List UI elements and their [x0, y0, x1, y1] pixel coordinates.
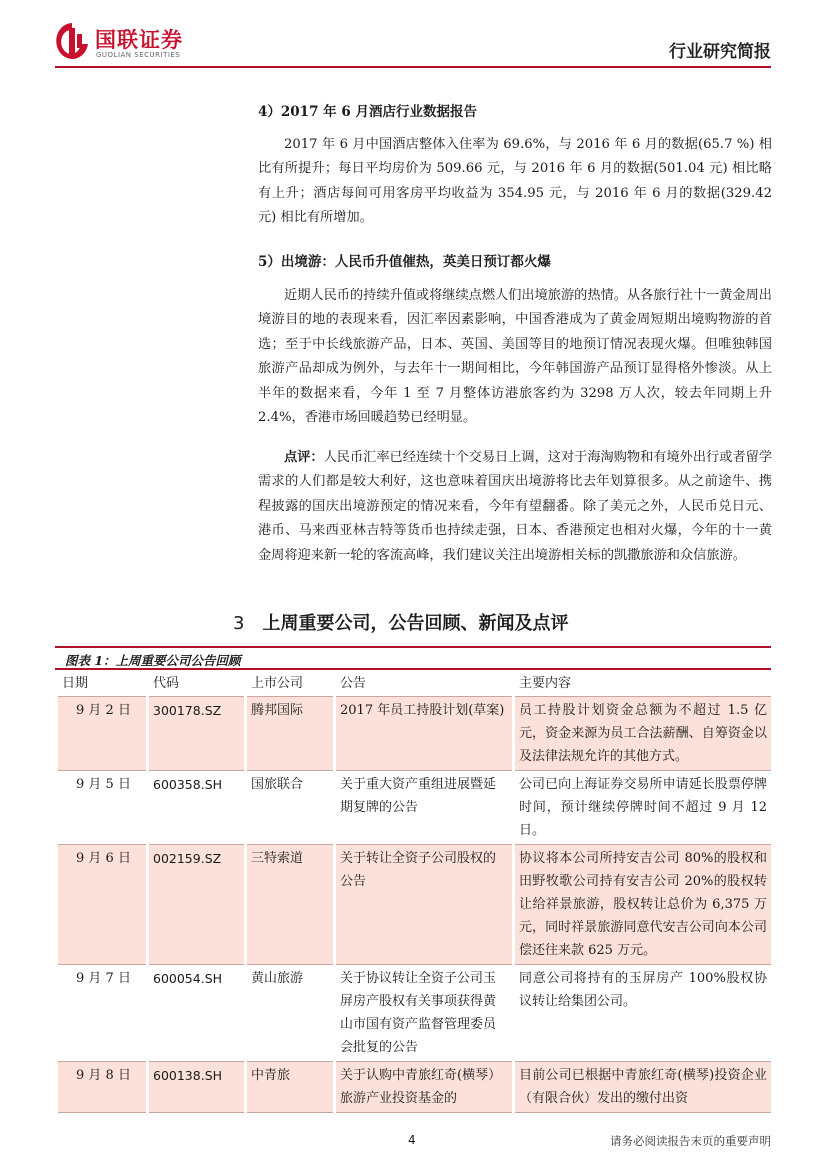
cell-date: 9 月 6 日	[58, 845, 146, 965]
table-row	[58, 965, 771, 1062]
hotel-data-paragraph	[258, 133, 772, 231]
cell-company: 国旅联合	[247, 771, 333, 845]
cell-notice: 关于认购中青旅红奇(横琴）旅游产业投资基金的	[336, 1062, 512, 1113]
table-row	[58, 771, 771, 845]
cell-notice: 关于转让全资子公司股权的公告	[336, 845, 512, 965]
cell-code: 002159.SZ	[149, 845, 244, 965]
table-row	[58, 845, 771, 965]
column-header-company: 上市公司	[247, 671, 333, 697]
hotel-data-heading: 4）2017 年 6 月酒店行业数据报告	[258, 104, 477, 120]
column-header-content: 主要内容	[515, 671, 771, 697]
section-number: 3	[233, 613, 245, 634]
cell-code: 300178.SZ	[149, 697, 244, 771]
column-header-date: 日期	[58, 671, 146, 697]
cell-content: 员工持股计划资金总额为不超过 1.5 亿元，资金来源为员工合法薪酬、自筹资金以及法律法规允许的其他方式。	[515, 697, 771, 771]
outbound-travel-heading: 5）出境游：人民币升值催热，英美日预订都火爆	[258, 254, 551, 270]
header-divider	[55, 66, 771, 68]
cell-code: 600358.SH	[149, 771, 244, 845]
cell-content: 同意公司将持有的玉屏房产 100%股权协议转让给集团公司。	[515, 965, 771, 1062]
cell-notice: 2017 年员工持股计划(草案)	[336, 697, 512, 771]
cell-content: 协议将本公司所持安吉公司 80%的股权和田野牧歌公司持有安吉公司 20%的股权转让给祥景旅游，股权转让总价为 6,375 万元，同时祥景旅游同意代安吉公司向本公司偿还往来款 625 万元。	[515, 845, 771, 965]
cell-date: 9 月 2 日	[58, 697, 146, 771]
cell-date: 9 月 7 日	[58, 965, 146, 1062]
comment-text: 人民币汇率已经连续十个交易日上调，这对于海淘购物和有境外出行或者留学需求的人们都是较大利好，这也意味着国庆出境游将比去年划算很多。从之前途牛、携程披露的国庆出境游预定的情况来看，今年有望翻番。除了美元之外，人民币兑日元、港币、马来西亚林吉特等货币也持续走强，日本、香港预定也相对火爆，今年的十一黄金周将迎来新一轮的客流高峰，我们建议关注出境游相关标的凯撒旅游和众信旅游。	[258, 450, 773, 563]
figure-title-bar	[55, 646, 771, 670]
comment-paragraph	[258, 446, 772, 568]
column-header-code: 代码	[149, 671, 244, 697]
page-header	[55, 20, 771, 64]
cell-date: 9 月 5 日	[58, 771, 146, 845]
cell-content: 公司已向上海证券交易所申请延长股票停牌时间，预计继续停牌时间不超过 9 月 12 日。	[515, 771, 771, 845]
announcements-table	[55, 671, 774, 1113]
page-number: 4	[408, 1133, 416, 1147]
section-title	[233, 609, 568, 635]
column-header-notice: 公告	[336, 671, 512, 697]
guolian-logo-icon	[55, 20, 89, 62]
cell-notice: 关于协议转让全资子公司玉屏房产股权有关事项获得黄山市国有资产监督管理委员会批复的公告	[336, 965, 512, 1062]
footer-disclaimer: 请务必阅读报告末页的重要声明	[610, 1134, 771, 1148]
table-row	[58, 1062, 771, 1113]
cell-company: 腾邦国际	[247, 697, 333, 771]
cell-company: 中青旅	[247, 1062, 333, 1113]
cell-content: 目前公司已根据中青旅红奇(横琴)投资企业（有限合伙）发出的缴付出资	[515, 1062, 771, 1113]
outbound-travel-paragraph	[258, 284, 772, 430]
figure-title: 图表 1：上周重要公司公告回顾	[65, 653, 241, 668]
report-type: 行业研究简报	[669, 42, 771, 62]
brand-name-en: GUOLIAN SECURITIES	[96, 51, 181, 59]
cell-code: 600054.SH	[149, 965, 244, 1062]
cell-company: 三特索道	[247, 845, 333, 965]
outbound-travel-text: 近期人民币的持续升值或将继续点燃人们出境旅游的热情。从各旅行社十一黄金周出境游目的地的表现来看，因汇率因素影响，中国香港成为了黄金周短期出境购物游的首选；至于中长线旅游产品，日本、英国、美国等目的地预订情况表现火爆。但唯独韩国旅游产品却成为例外，与去年十一期间相比，今年韩国游产品预订显得格外惨淡。从上半年的数据来看，今年 1 至 7 月整体访港旅客约为 3298 万人次，较去年同期上升 2.4%，香港市场回暖趋势已经明显。	[258, 288, 772, 426]
cell-notice: 关于重大资产重组进展暨延期复牌的公告	[336, 771, 512, 845]
section-title-text: 上周重要公司，公告回顾、新闻及点评	[262, 613, 569, 634]
cell-code: 600138.SH	[149, 1062, 244, 1113]
comment-label: 点评：	[284, 450, 324, 465]
table-header-row	[58, 671, 771, 697]
cell-company: 黄山旅游	[247, 965, 333, 1062]
brand-name-cn: 国联证券	[95, 28, 183, 52]
table-row	[58, 697, 771, 771]
hotel-data-text: 2017 年 6 月中国酒店整体入住率为 69.6%，与 2016 年 6 月的数据(65.7 %) 相比有所提升；每日平均房价为 509.66 元，与 2016 年 6 月的数据(501.04 元) 相比略有上升；酒店每间可用客房平均收益为 354.95 元，与 2016 年 6 月的数据(329.42 元) 相比有所增加。	[258, 137, 772, 226]
cell-date: 9 月 8 日	[58, 1062, 146, 1113]
